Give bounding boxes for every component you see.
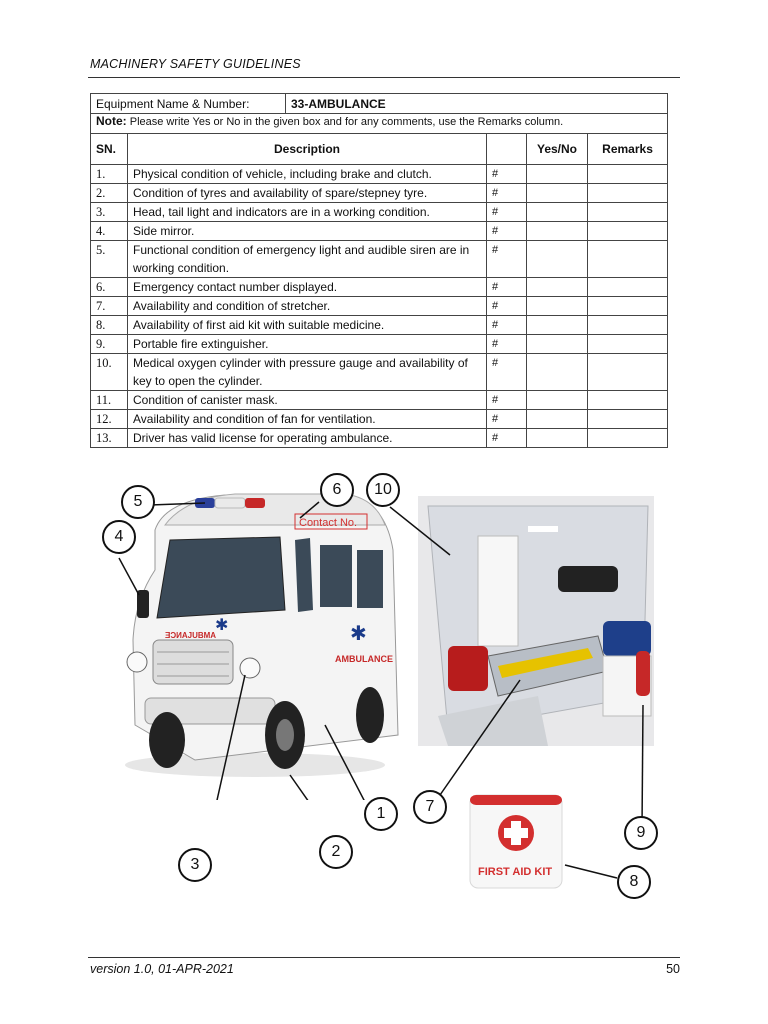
first-aid-kit-text: FIRST AID KIT [478, 866, 553, 878]
row-yesno-cell[interactable] [527, 278, 588, 297]
callout-10-line [370, 495, 470, 615]
row-yesno-cell[interactable] [527, 241, 588, 278]
row-description: Condition of canister mask. [128, 391, 487, 410]
callout-3: 3 [178, 848, 212, 882]
row-remarks-cell[interactable] [588, 203, 668, 222]
row-sn: 8. [91, 316, 128, 335]
table-row [91, 429, 668, 448]
checklist-table [90, 93, 668, 448]
row-sn: 1. [91, 165, 128, 184]
row-sn: 6. [91, 278, 128, 297]
checklist-rows [91, 165, 668, 448]
row-sn: 11. [91, 391, 128, 410]
row-mark: # [487, 203, 527, 222]
row-description: Driver has valid license for operating ambulance. [128, 429, 487, 448]
side-ambulance-text: AMBULANCE [335, 654, 393, 664]
row-yesno-cell[interactable] [527, 297, 588, 316]
row-mark: # [487, 354, 527, 391]
col-description: Description [128, 134, 487, 165]
row-sn: 9. [91, 335, 128, 354]
footer-page-number: 50 [666, 962, 680, 976]
row-yesno-cell[interactable] [527, 184, 588, 203]
contact-number-label: Contact No. [299, 517, 358, 529]
note-text: Please write Yes or No in the given box and for any comments, use the Remarks column. [126, 116, 564, 128]
row-yesno-cell[interactable] [527, 410, 588, 429]
hood-mirror-text: ƎϽИAJUBMA [165, 631, 217, 640]
row-description: Portable fire extinguisher. [128, 335, 487, 354]
first-aid-kit-image [468, 793, 564, 890]
table-row [91, 297, 668, 316]
row-description: Condition of tyres and availability of spare/stepney tyre. [128, 184, 487, 203]
row-description: Emergency contact number displayed. [128, 278, 487, 297]
svg-text:✱: ✱ [215, 615, 229, 634]
row-mark: # [487, 410, 527, 429]
row-remarks-cell[interactable] [588, 278, 668, 297]
equipment-label: Equipment Name & Number: [91, 94, 286, 114]
page-header-title: MACHINERY SAFETY GUIDELINES [90, 57, 301, 71]
row-remarks-cell[interactable] [588, 335, 668, 354]
callout-1: 1 [364, 797, 398, 831]
table-row [91, 184, 668, 203]
row-description: Availability and condition of stretcher. [128, 297, 487, 316]
row-sn: 3. [91, 203, 128, 222]
row-sn: 5. [91, 241, 128, 278]
row-description: Availability of first aid kit with suitable medicine. [128, 316, 487, 335]
row-mark: # [487, 241, 527, 278]
note-cell [91, 114, 668, 134]
note-row [91, 114, 668, 134]
callout-10: 10 [366, 473, 400, 507]
row-mark: # [487, 222, 527, 241]
table-row [91, 278, 668, 297]
row-mark: # [487, 184, 527, 203]
row-yesno-cell[interactable] [527, 203, 588, 222]
row-yesno-cell[interactable] [527, 354, 588, 391]
row-remarks-cell[interactable] [588, 410, 668, 429]
table-row [91, 410, 668, 429]
callout-5: 5 [121, 485, 155, 519]
table-crop-mask [90, 456, 668, 462]
table-row [91, 165, 668, 184]
row-mark: # [487, 391, 527, 410]
svg-text:✱: ✱ [350, 621, 367, 645]
table-row [91, 222, 668, 241]
col-sn: SN. [91, 134, 128, 165]
column-header-row [91, 134, 668, 165]
row-mark: # [487, 429, 527, 448]
callout-2: 2 [319, 835, 353, 869]
table-row [91, 391, 668, 410]
footer-divider [88, 957, 680, 958]
callout-7: 7 [413, 790, 447, 824]
row-mark: # [487, 316, 527, 335]
row-sn: 13. [91, 429, 128, 448]
row-remarks-cell[interactable] [588, 297, 668, 316]
row-yesno-cell[interactable] [527, 429, 588, 448]
callout-9: 9 [624, 816, 658, 850]
callout-4: 4 [102, 520, 136, 554]
row-remarks-cell[interactable] [588, 241, 668, 278]
row-sn: 4. [91, 222, 128, 241]
col-remarks: Remarks [588, 134, 668, 165]
row-remarks-cell[interactable] [588, 429, 668, 448]
row-yesno-cell[interactable] [527, 222, 588, 241]
equipment-row [91, 94, 668, 114]
col-mark [487, 134, 527, 165]
callout-6: 6 [320, 473, 354, 507]
row-sn: 10. [91, 354, 128, 391]
row-description: Side mirror. [128, 222, 487, 241]
row-remarks-cell[interactable] [588, 354, 668, 391]
table-row [91, 335, 668, 354]
callout-8: 8 [617, 865, 651, 899]
row-remarks-cell[interactable] [588, 391, 668, 410]
row-mark: # [487, 297, 527, 316]
row-remarks-cell[interactable] [588, 222, 668, 241]
row-sn: 2. [91, 184, 128, 203]
header-divider [88, 77, 680, 78]
row-remarks-cell[interactable] [588, 316, 668, 335]
row-mark: # [487, 335, 527, 354]
row-mark: # [487, 278, 527, 297]
table-row [91, 354, 668, 391]
row-description: Functional condition of emergency light and audible siren are in working condition. [128, 241, 487, 278]
table-row [91, 316, 668, 335]
table-row [91, 241, 668, 278]
row-yesno-cell[interactable] [527, 165, 588, 184]
row-remarks-cell[interactable] [588, 165, 668, 184]
footer-version: version 1.0, 01-APR-2021 [90, 962, 234, 976]
row-description: Medical oxygen cylinder with pressure gauge and availability of key to open the cylinder. [128, 354, 487, 391]
col-yesno: Yes/No [527, 134, 588, 165]
table-row [91, 203, 668, 222]
row-yesno-cell[interactable] [527, 335, 588, 354]
row-description: Availability and condition of fan for ventilation. [128, 410, 487, 429]
row-sn: 7. [91, 297, 128, 316]
row-yesno-cell[interactable] [527, 316, 588, 335]
row-description: Head, tail light and indicators are in a working condition. [128, 203, 487, 222]
row-mark: # [487, 165, 527, 184]
row-remarks-cell[interactable] [588, 184, 668, 203]
row-yesno-cell[interactable] [527, 391, 588, 410]
equipment-value: 33-AMBULANCE [286, 94, 668, 114]
note-label: Note: [96, 114, 127, 128]
row-description: Physical condition of vehicle, including brake and clutch. [128, 165, 487, 184]
row-sn: 12. [91, 410, 128, 429]
